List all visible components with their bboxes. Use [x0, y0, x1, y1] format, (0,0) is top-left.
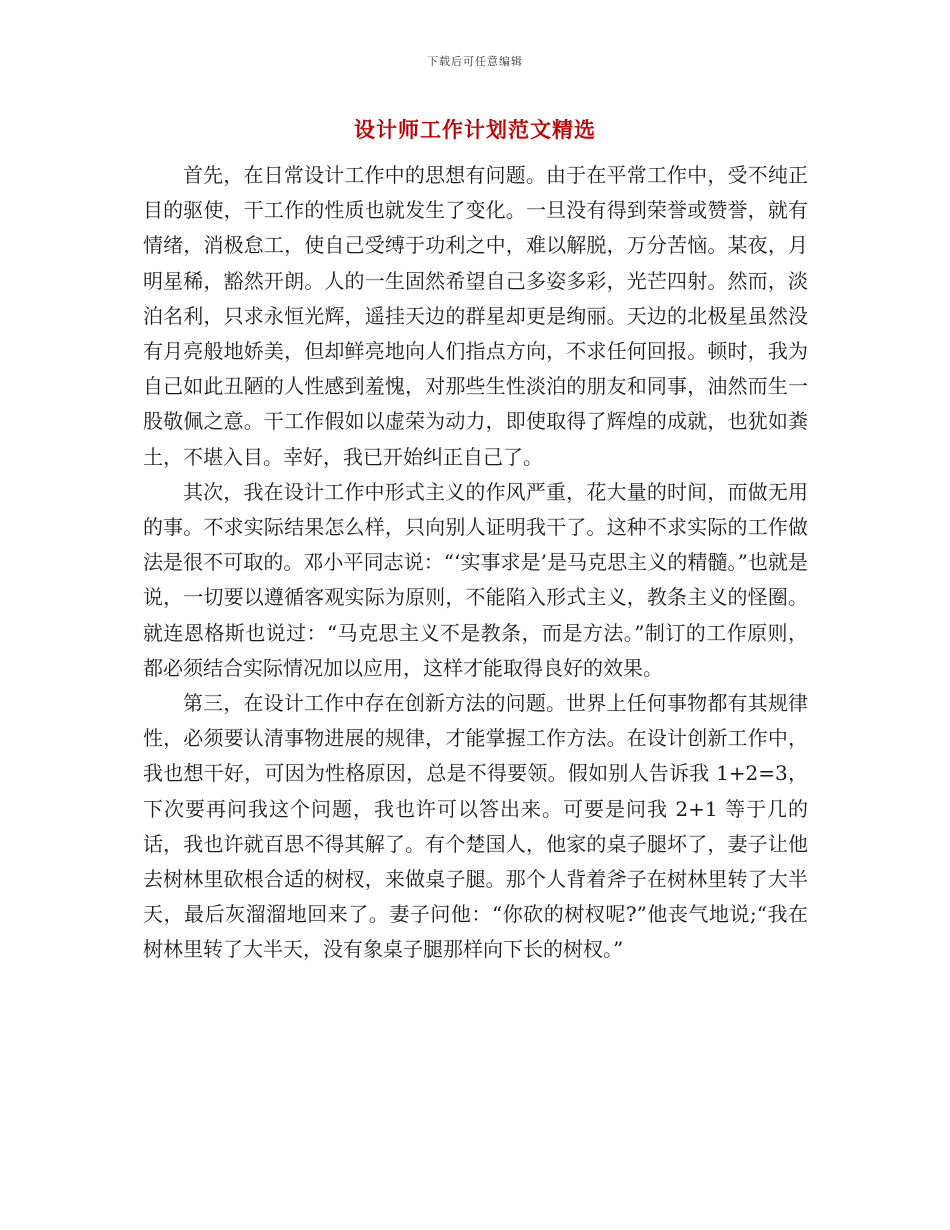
paragraph-1: 首先，在日常设计工作中的思想有问题。由于在平常工作中，受不纯正目的驱使，干工作的性质也就发生了变化。一旦没有得到荣誉或赞誉，就有情绪，消极怠工，使自己受缚于功利之中，难以解脱，万分苦恼。某夜，月明星稀，豁然开朗。人的一生固然希望自己多姿多彩，光芒四射。然而，淡泊名利，只求永恒光辉，遥挂天边的群星却更是绚丽。天边的北极星虽然没有月亮般地娇美，但却鲜亮地向人们指点方向，不求任何回报。顿时，我为自己如此丑陋的人性感到羞愧，对那些生性淡泊的朋友和同事，油然而生一股敬佩之意。干工作假如以虚荣为动力，即使取得了辉煌的成就，也犹如粪土，不堪入目。幸好，我已开始纠正自己了。	[143, 163, 808, 469]
paragraph-2: 其次，我在设计工作中形式主义的作风严重，花大量的时间，而做无用的事。不求实际结果怎么样，只向别人证明我干了。这种不求实际的工作做法是很不可取的。邓小平同志说：“‘实事求是’是马克思主义的精髓。”也就是说，一切要以遵循客观实际为原则，不能陷入形式主义，教条主义的怪圈。就连恩格斯也说过：“马克思主义不是教条，而是方法。”制订的工作原则，都必须结合实际情况加以应用，这样才能取得良好的效果。	[143, 479, 808, 680]
header-note: 下载后可任意编辑	[427, 55, 523, 68]
paragraph-3: 第三，在设计工作中存在创新方法的问题。世界上任何事物都有其规律性，必须要认清事物进展的规律，才能掌握工作方法。在设计创新工作中，我也想干好，可因为性格原因，总是不得要领。假如别人告诉我 1+2=3，下次要再问我这个问题，我也许可以答出来。可要是问我 2+1 等于几的话，我也许就百思不得其解了。有个楚国人，他家的桌子腿坏了，妻子让他去树林里砍根合适的树杈，来做桌子腿。那个人背着斧子在树林里转了大半天，最后灰溜溜地回来了。妻子问他：“你砍的树杈呢?”他丧气地说;“我在树林里转了大半天，没有象桌子腿那样向下长的树杈。”	[143, 691, 808, 962]
document-body	[143, 158, 808, 968]
document-title: 设计师工作计划范文精选	[354, 118, 596, 142]
